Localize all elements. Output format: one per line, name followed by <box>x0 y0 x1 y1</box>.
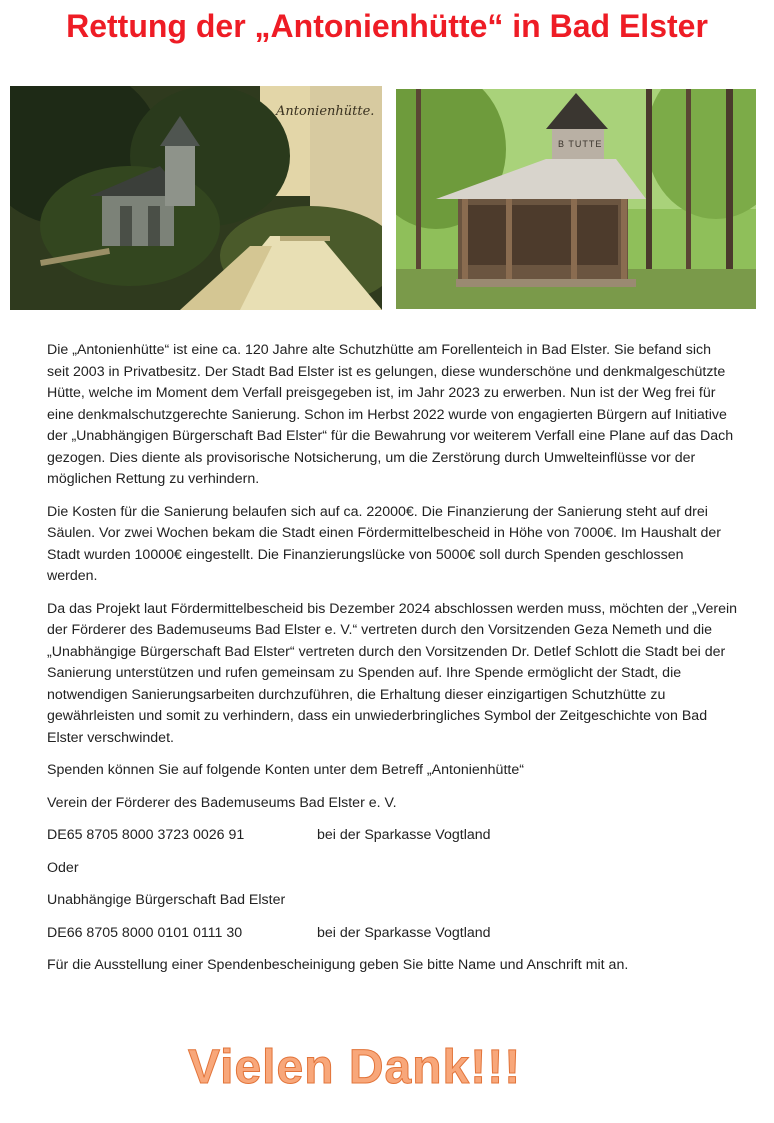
account1-holder: Verein der Förderer des Bademuseums Bad Elster e. V. <box>47 794 397 811</box>
closing-note: Für die Ausstellung einer Spendenbescheinigung geben Sie bitte Name und Anschrift mit an. <box>47 957 629 973</box>
paragraph-appeal: Da das Projekt laut Fördermittelbescheid bis Dezember 2024 abschlossen werden muss, möchten der „Verein der Förderer des Bademuseums Bad Elster e. V.“ vertreten durch den Vorsitzenden Geza Nemeth und die „Unabhängige Bürgerschaft Bad Elster“ vertreten durch den Vorsitzenden Dr. Detlef Schlott die Stadt bei der Sanierung unterstützen und rufen gemeinsam zu Spenden auf. Ihre Spende ermöglicht der Stadt, die notwendigen Sanierungsarbeiten durchzuführen, die Erhaltung dieser einzigartigen Schutzhütte zu gewährleisten und somit zu verhindern, dass ein unwiederbringliches Symbol der Zeitgeschichte von Bad Elster verschwindet. <box>47 600 738 746</box>
hut-sign-text: B TUTTE <box>558 139 603 149</box>
account2-row <box>47 923 737 945</box>
account2-holder: Unabhängige Bürgerschaft Bad Elster <box>47 892 286 908</box>
postcard-caption: Antonienhütte. <box>276 104 375 119</box>
current-hut-photo <box>396 89 756 309</box>
account1-row <box>47 825 737 847</box>
paragraph-financing: Die Kosten für die Sanierung belaufen sich auf ca. 22000€. Die Finanzierung der Sanierung steht auf drei Säulen. Vor zwei Wochen bekam die Stadt einen Fördermittelbescheid in Höhe von 7000€. Im Haushalt der Stadt wurden 10000€ eingestellt. Die Finanzierungslücke von 5000€ soll durch Spenden geschlossen werden. <box>47 503 722 584</box>
or-text: Oder <box>47 859 79 876</box>
hut-photo-illustration <box>396 89 756 309</box>
account1-bank: bei der Sparkasse Vogtland <box>317 827 491 843</box>
account2-bank: bei der Sparkasse Vogtland <box>317 924 491 941</box>
account1-iban: DE65 8705 8000 3723 0026 91 <box>47 827 245 843</box>
article-body <box>47 340 737 988</box>
postcard-illustration <box>10 86 382 310</box>
paragraph-history: Die „Antonienhütte“ ist eine ca. 120 Jahre alte Schutzhütte am Forellenteich in Bad Elster. Sie befand sich seit 2003 in Privatbesitz. Der Stadt Bad Elster ist es gelungen, diese wunderschöne und denkmalgeschützte Hütte, welche im Moment dem Verfall preisgegeben ist, im Jahr 2023 zu erwerben. Nun ist der Weg frei für eine denkmalschutzgerechte Sanierung. Schon im Herbst 2022 wurde von engagierten Bürgern auf Initiative der „Unabhängigen Bürgerschaft Bad Elster“ für die Bewahrung vor weiterem Verfall eine Plane auf das Dach gezogen. Dies diente als provisorische Notsicherung, um die Zerstörung durch Umwelteinflüsse vor der möglichen Rettung zu verhindern. <box>47 342 734 487</box>
thank-you-message: Vielen Dank!!! <box>188 1041 522 1094</box>
historic-postcard-image <box>10 86 382 310</box>
donation-intro: Spenden können Sie auf folgende Konten unter dem Betreff „Antonienhütte“ <box>47 762 524 778</box>
account2-iban: DE66 8705 8000 0101 0111 30 <box>47 924 243 941</box>
page-title: Rettung der „Antonienhütte“ in Bad Elster <box>66 8 708 44</box>
